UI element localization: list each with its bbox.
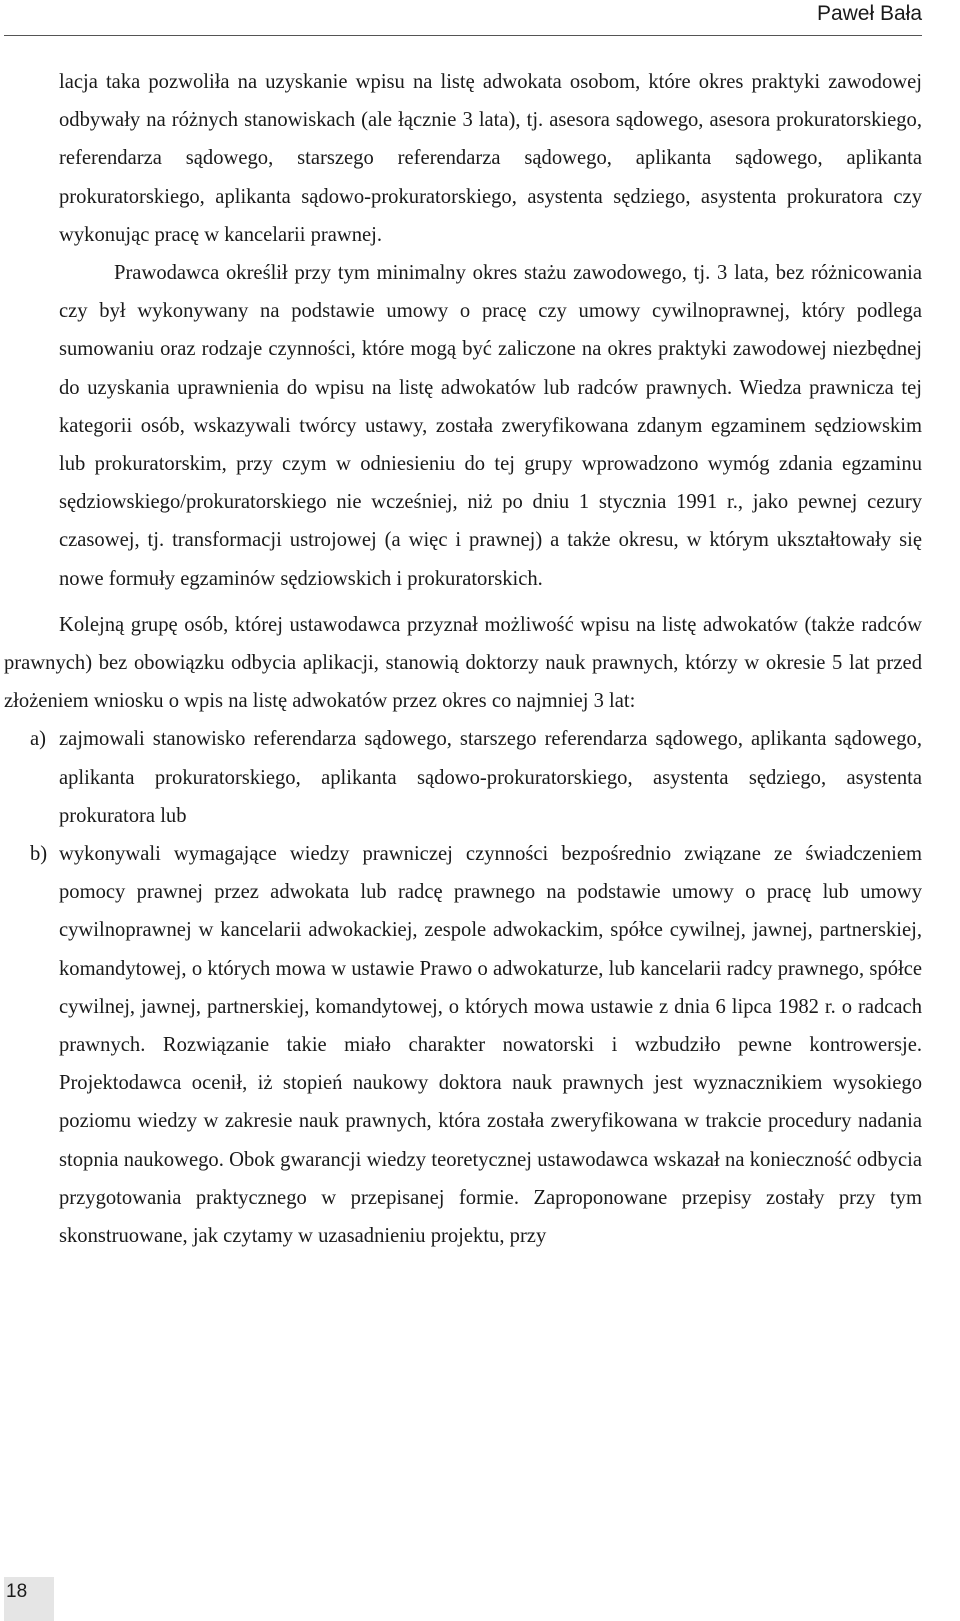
list-item — [4, 835, 922, 1255]
paragraph-continued: lacja taka pozwoliła na uzyskanie wpisu na listę adwokata osobom, które okres praktyki zawodowej odbywały na różnych stanowiskach (ale łącznie 3 lata), tj. asesora sądowego, asesora prokuratorskiego, referendarza sądowego, starszego referendarza sądowego, aplikanta sądowego, aplikanta prokuratorskiego, aplikanta sądowo-prokuratorskiego, asystenta sędziego, asystenta prokuratora czy wykonując pracę w kancelarii prawnej. — [59, 71, 922, 246]
list-marker: a) — [30, 728, 46, 751]
page-body — [4, 63, 922, 1255]
list-item-text: zajmowali stanowisko referendarza sądowego, starszego referendarza sądowego, aplikanta sądowego, aplikanta prokuratorskiego, aplikanta sądowo-prokuratorskiego, asystenta sędziego, asystenta prokuratora lub — [59, 728, 922, 827]
list-item-text: wykonywali wymagające wiedzy prawniczej czynności bezpośrednio związane ze świadczeniem pomocy prawnej przez adwokata lub radcę prawnego na podstawie umowy o pracę lub umowy cywilnoprawnej w kancelarii adwokackiej, zespole adwokackim, spółce cywilnej, jawnej, partnerskiej, komandytowej, o których mowa w ustawie Prawo o adwokaturze, lub kancelarii radcy prawnego, spółce cywilnej, jawnej, partnerskiej, komandytowej, o których mowa ustawie z dnia 6 lipca 1982 r. o radcach prawnych. Rozwiązanie takie miało charakter nowatorski i wzbudziło pewne kontrowersje. Projektodawca ocenił, iż stopień naukowy doktora nauk prawnych jest wyznacznikiem wysokiego poziomu wiedzy w zakresie nauk prawnych, która została zweryfikowana w trakcie procedury nadania stopnia naukowego. Obok gwarancji wiedzy teoretycznej ustawodawca wskazał na konieczność odbycia przygotowania praktycznego w przepisanej formie. Zaproponowane przepisy zostały przy tym skonstruowane, jak czytamy w uzasadnieniu projektu, przy — [59, 843, 922, 1248]
list-item — [4, 720, 922, 835]
running-head-author: Paweł Bała — [816, 2, 922, 25]
paragraph-minimum-period: Prawodawca określił przy tym minimalny okres stażu zawodowego, tj. 3 lata, bez różnicowania czy był wykonywany na podstawie umowy o pracę czy umowy cywilnoprawnej, który podlega sumowaniu oraz rodzaje czynności, które mogą być zaliczone na okres praktyki zawodowej niezbędnej do uzyskania uprawnienia do wpisu na listę adwokatów lub radców prawnych. Wiedza prawnicza tej kategorii osób, wskazywali twórcy ustawy, została zweryfikowana zdanym egzaminem sędziowskim lub prokuratorskim, przy czym w odniesieniu do tej grupy wprowadzono wymóg zdania egzaminu sędziowskiego/prokuratorskiego nie wcześniej, niż po dniu 1 stycznia 1991 r., jako pewnej cezury czasowej, tj. transformacji ustrojowej (a więc i prawnej) a także okresu, w którym ukształtowały się nowe formuły egzaminów sędziowskich i prokuratorskich. — [59, 262, 922, 590]
conditions-list — [4, 720, 922, 1255]
list-marker: b) — [30, 843, 48, 866]
continued-section — [4, 63, 922, 598]
paragraph-doctors-of-law: Kolejną grupę osób, której ustawodawca przyznał możliwość wpisu na listę adwokatów (także radców prawnych) bez obowiązku odbycia aplikacji, stanowią doktorzy nauk prawnych, którzy w okresie 5 lat przed złożeniem wniosku o wpis na listę adwokatów przez okres co najmniej 3 lat: — [4, 613, 922, 713]
header-divider — [4, 35, 922, 36]
page-number: 18 — [4, 1577, 54, 1621]
